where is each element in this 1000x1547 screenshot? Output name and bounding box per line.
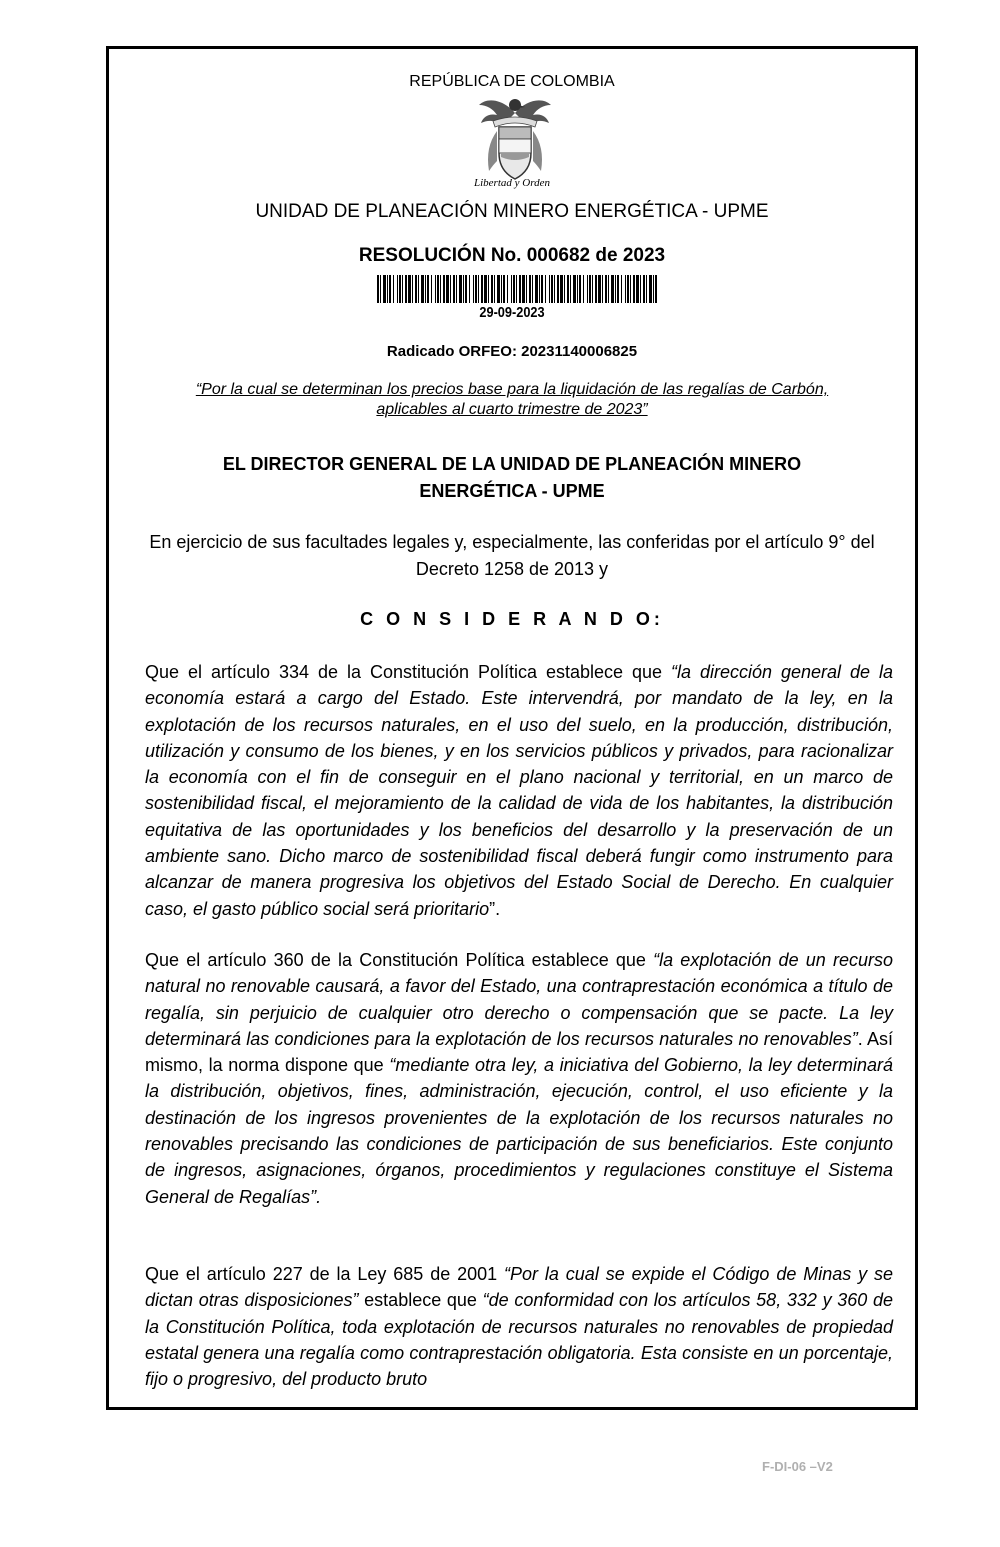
form-code: F-DI-06 –V2 [762, 1459, 833, 1474]
quoted-text: “la dirección general de la economía estará a cargo del Estado. Este intervendrá, por mandato de la ley, en la explotación de los recursos naturales, en el uso del suelo, en la producción, distribución, utilización y consumo de los bienes, y en los servicios públicos y privados, para racionalizar la economía con el fin de conseguir en el plano nacional y territorial, en un marco de sostenibilidad fiscal, el mejoramiento de la calidad de vida de los habitantes, la distribución equitativa de las oportunidades y los beneficios del desarrollo y la preservación de un ambiente sano. Dicho marco de sostenibilidad fiscal deberá fungir como instrumento para alcanzar de manera progresiva los objetivos del Estado Social de Derecho. En cualquier caso, el gasto público social será prioritario [145, 662, 893, 919]
coat-of-arms-seal [475, 91, 555, 191]
quoted-text: “de conformidad con los artículos 58, 332 y 360 de la Constitución Política, toda explotación de recursos naturales no renovables de propiedad estatal genera una regalía como contraprestación obligatoria. Esta consiste en un porcentaje, fijo o progresivo, del producto bruto [145, 1290, 894, 1390]
quoted-text: “mediante otra ley, a iniciativa del Gobierno, la ley determinará la distribución, objetivos, fines, administración, ejecución, control, el uso eficiente y la destinación de los ingresos provenientes de la explotación de los recursos naturales no renovables precisando las condiciones de participación de sus beneficiarios. Este conjunto de ingresos, asignaciones, órganos, procedimientos y regulaciones constituye el Sistema General de Regalías”. [145, 1055, 894, 1207]
resolution-subject: “Por la cual se determinan los precios base para la liquidación de las regalías de Carbón, aplicables al cuarto trimestre de 2023” [195, 381, 829, 418]
quoted-text: “la explotación de un recurso natural no renovable causará, a favor del Estado, una contraprestación económica a título de regalía, sin perjuicio de cualquier otro derecho o compensación que se pacte. La ley determinará las condiciones para la explotación de los recursos naturales no renovables” [145, 950, 893, 1049]
paragraph-text: Que el artículo 360 de la Constitución Política establece que [145, 950, 654, 970]
faculties-statement: En ejercicio de sus facultades legales y, especialmente, las conferidas por el artículo 9° del Decreto 1258 de 2013 y [149, 532, 875, 579]
paragraph-article-360 [145, 947, 893, 1210]
resolution-title: RESOLUCIÓN No. 000682 de 2023 [358, 245, 666, 266]
considerando-heading: C O N S I D E R A N D O: [360, 609, 664, 629]
country-heading: REPÚBLICA DE COLOMBIA [409, 73, 615, 90]
seal-motto: Libertad y Orden [474, 177, 550, 189]
paragraph-text: ”. [489, 898, 501, 919]
paragraph-text: establece que [358, 1290, 483, 1311]
entity-name: UNIDAD DE PLANEACIÓN MINERO ENERGÉTICA - UPME [255, 201, 769, 222]
paragraph-article-334 [145, 659, 893, 922]
resolution-date: 29-09-2023 [479, 304, 545, 321]
paragraph-text: . Así mismo, la norma dispone que [145, 1028, 893, 1076]
document-frame [106, 46, 918, 1410]
barcode [377, 275, 659, 303]
paragraph-article-227 [145, 1261, 893, 1392]
quoted-text: “Por la cual se expide el Código de Minas y se dictan otras disposiciones” [145, 1264, 893, 1311]
issuer-heading: EL DIRECTOR GENERAL DE LA UNIDAD DE PLANEACIÓN MINERO ENERGÉTICA - UPME [222, 454, 802, 501]
radicado-number: Radicado ORFEO: 20231140006825 [386, 343, 638, 360]
paragraph-text: Que el artículo 334 de la Constitución Política establece que [145, 662, 671, 682]
paragraph-text: Que el artículo 227 de la Ley 685 de 2001 [145, 1264, 505, 1284]
